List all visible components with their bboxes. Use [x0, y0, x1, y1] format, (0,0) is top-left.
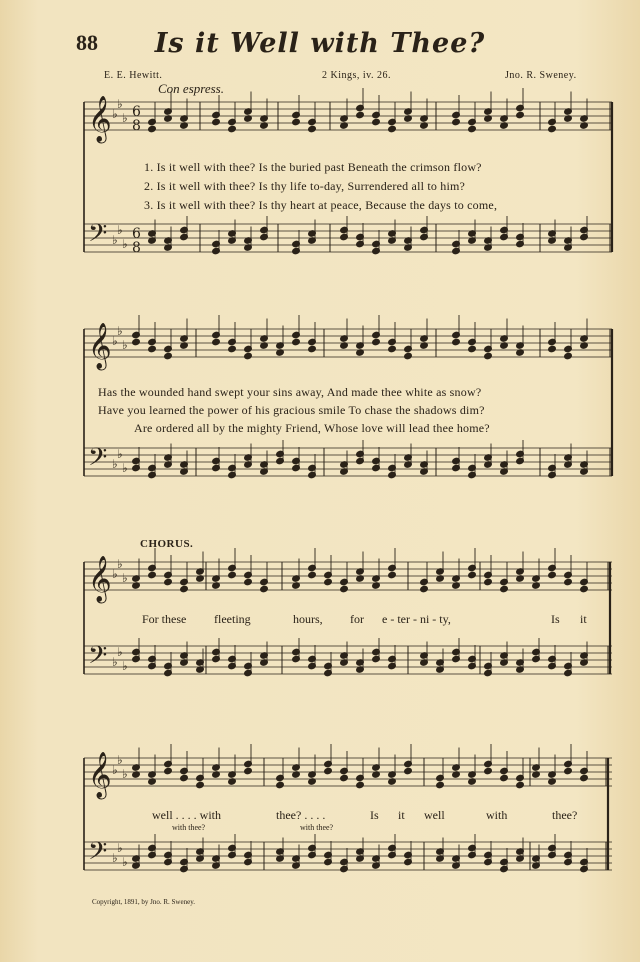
- treble-clef-icon: 𝄞: [88, 323, 112, 369]
- flat-icon: ♭: [122, 111, 128, 125]
- note-head: [388, 571, 397, 579]
- bass-clef-icon: 𝄢: [88, 837, 108, 872]
- flat-icon: ♭: [122, 767, 128, 781]
- flat-icon: ♭: [112, 567, 118, 581]
- note-head: [404, 767, 413, 775]
- note-head: [420, 585, 429, 593]
- note-head: [308, 125, 317, 133]
- copyright-notice: Copyright, 1891, by Jno. R. Sweney.: [92, 898, 195, 906]
- note-head: [260, 585, 269, 593]
- note-head: [292, 338, 301, 346]
- note-head: [388, 345, 397, 353]
- note-head: [212, 118, 221, 126]
- note-head: [436, 781, 445, 789]
- bass-clef-icon: 𝄢: [88, 443, 108, 478]
- note-head: [228, 125, 237, 133]
- note-head: [404, 352, 413, 360]
- note-head: [564, 767, 573, 775]
- time-signature: 8: [132, 240, 141, 256]
- flat-icon: ♭: [117, 97, 123, 111]
- flat-icon: ♭: [117, 324, 123, 338]
- flat-icon: ♭: [122, 237, 128, 251]
- note-head: [372, 118, 381, 126]
- verse-2-line-1: 2. Is it well with thee? Is thy life to-day, Surrendered all to him?: [144, 179, 466, 193]
- note-head: [228, 345, 237, 353]
- note-head: [228, 571, 237, 579]
- note-head: [500, 774, 509, 782]
- note-head: [244, 578, 253, 586]
- chorus-label: CHORUS.: [140, 538, 194, 550]
- treble-clef-icon: 𝄞: [88, 752, 112, 798]
- scripture-reference: 2 Kings, iv. 26.: [322, 70, 392, 81]
- note-head: [516, 111, 525, 119]
- note-head: [324, 767, 333, 775]
- note-head: [468, 345, 477, 353]
- time-signature: 6: [132, 226, 141, 242]
- note-head: [356, 781, 365, 789]
- note-head: [340, 774, 349, 782]
- note-head: [244, 352, 253, 360]
- note-head: [276, 781, 285, 789]
- verse-3-line-2: Are ordered all by the mighty Friend, Whose love will lead thee home?: [134, 421, 490, 435]
- flat-icon: ♭: [117, 645, 123, 659]
- note-head: [452, 118, 461, 126]
- note-head: [548, 125, 557, 133]
- chorus-word: well: [424, 808, 445, 822]
- flat-icon: ♭: [122, 461, 128, 475]
- note-head: [212, 338, 221, 346]
- treble-clef-icon: 𝄞: [88, 96, 112, 142]
- flat-icon: ♭: [112, 233, 118, 247]
- note-head: [548, 345, 557, 353]
- chorus-word: hours,: [293, 612, 323, 626]
- chorus-word: For these: [142, 612, 187, 626]
- note-head: [132, 338, 141, 346]
- note-head: [500, 585, 509, 593]
- flat-icon: ♭: [112, 334, 118, 348]
- flat-icon: ♭: [112, 763, 118, 777]
- note-head: [324, 578, 333, 586]
- chorus-word: Is: [551, 612, 560, 626]
- note-head: [164, 578, 173, 586]
- note-head: [564, 578, 573, 586]
- note-head: [164, 767, 173, 775]
- flat-icon: ♭: [122, 338, 128, 352]
- chorus-word: with: [486, 808, 508, 822]
- flat-icon: ♭: [112, 457, 118, 471]
- composer-credit: Jno. R. Sweney.: [505, 70, 577, 81]
- note-head: [580, 774, 589, 782]
- flat-icon: ♭: [117, 753, 123, 767]
- bass-clef-icon: 𝄢: [88, 641, 108, 676]
- verse-1-line-1: 1. Is it well with thee? Is the buried past Beneath the crimson flow?: [144, 160, 482, 174]
- note-head: [372, 338, 381, 346]
- chorus-word: well . . . . with: [152, 808, 221, 822]
- note-head: [516, 781, 525, 789]
- chorus-word: it: [398, 808, 405, 822]
- note-head: [356, 111, 365, 119]
- chorus-word: for: [350, 612, 364, 626]
- treble-clef-icon: 𝄞: [88, 556, 112, 602]
- note-head: [484, 767, 493, 775]
- flat-icon: ♭: [112, 655, 118, 669]
- note-head: [148, 571, 157, 579]
- note-head: [468, 125, 477, 133]
- note-head: [548, 571, 557, 579]
- note-head: [468, 571, 477, 579]
- author-credit: E. E. Hewitt.: [104, 70, 163, 81]
- flat-icon: ♭: [117, 841, 123, 855]
- chorus-word: fleeting: [214, 612, 251, 626]
- bass-clef-icon: 𝄢: [88, 219, 108, 254]
- verse-2-line-2: Have you learned the power of his gracious smile To chase the shadows dim?: [98, 403, 485, 417]
- chorus-echo: with thee?: [172, 823, 206, 832]
- tempo-marking: Con espress.: [158, 81, 224, 96]
- note-head: [180, 585, 189, 593]
- chorus-word: thee? . . . .: [276, 808, 326, 822]
- flat-icon: ♭: [112, 107, 118, 121]
- time-signature: 6: [132, 104, 141, 120]
- note-head: [484, 352, 493, 360]
- chorus-word: e - ter - ni - ty,: [382, 612, 451, 626]
- flat-icon: ♭: [122, 571, 128, 585]
- note-head: [148, 345, 157, 353]
- note-head: [564, 352, 573, 360]
- note-head: [340, 585, 349, 593]
- note-head: [580, 585, 589, 593]
- note-head: [484, 578, 493, 586]
- flat-icon: ♭: [122, 659, 128, 673]
- note-head: [292, 118, 301, 126]
- flat-icon: ♭: [117, 557, 123, 571]
- note-head: [148, 125, 157, 133]
- hymn-title: Is it Well with Thee?: [154, 28, 486, 59]
- note-head: [196, 781, 205, 789]
- note-head: [180, 774, 189, 782]
- verse-3-line-1: 3. Is it well with thee? Is thy heart at peace, Because the days to come,: [144, 198, 498, 212]
- flat-icon: ♭: [112, 851, 118, 865]
- flat-icon: ♭: [117, 447, 123, 461]
- chorus-word: it: [580, 612, 587, 626]
- time-signature: 8: [132, 118, 141, 134]
- note-head: [452, 338, 461, 346]
- chorus-echo: with thee?: [300, 823, 334, 832]
- note-head: [244, 767, 253, 775]
- chorus-word: thee?: [552, 808, 578, 822]
- verse-1-line-2: Has the wounded hand swept your sins away, And made thee white as snow?: [98, 385, 482, 399]
- note-head: [308, 571, 317, 579]
- note-head: [388, 125, 397, 133]
- page-number: 88: [76, 30, 98, 55]
- flat-icon: ♭: [122, 855, 128, 869]
- flat-icon: ♭: [117, 223, 123, 237]
- note-head: [308, 345, 317, 353]
- note-head: [164, 352, 173, 360]
- chorus-word: Is: [370, 808, 379, 822]
